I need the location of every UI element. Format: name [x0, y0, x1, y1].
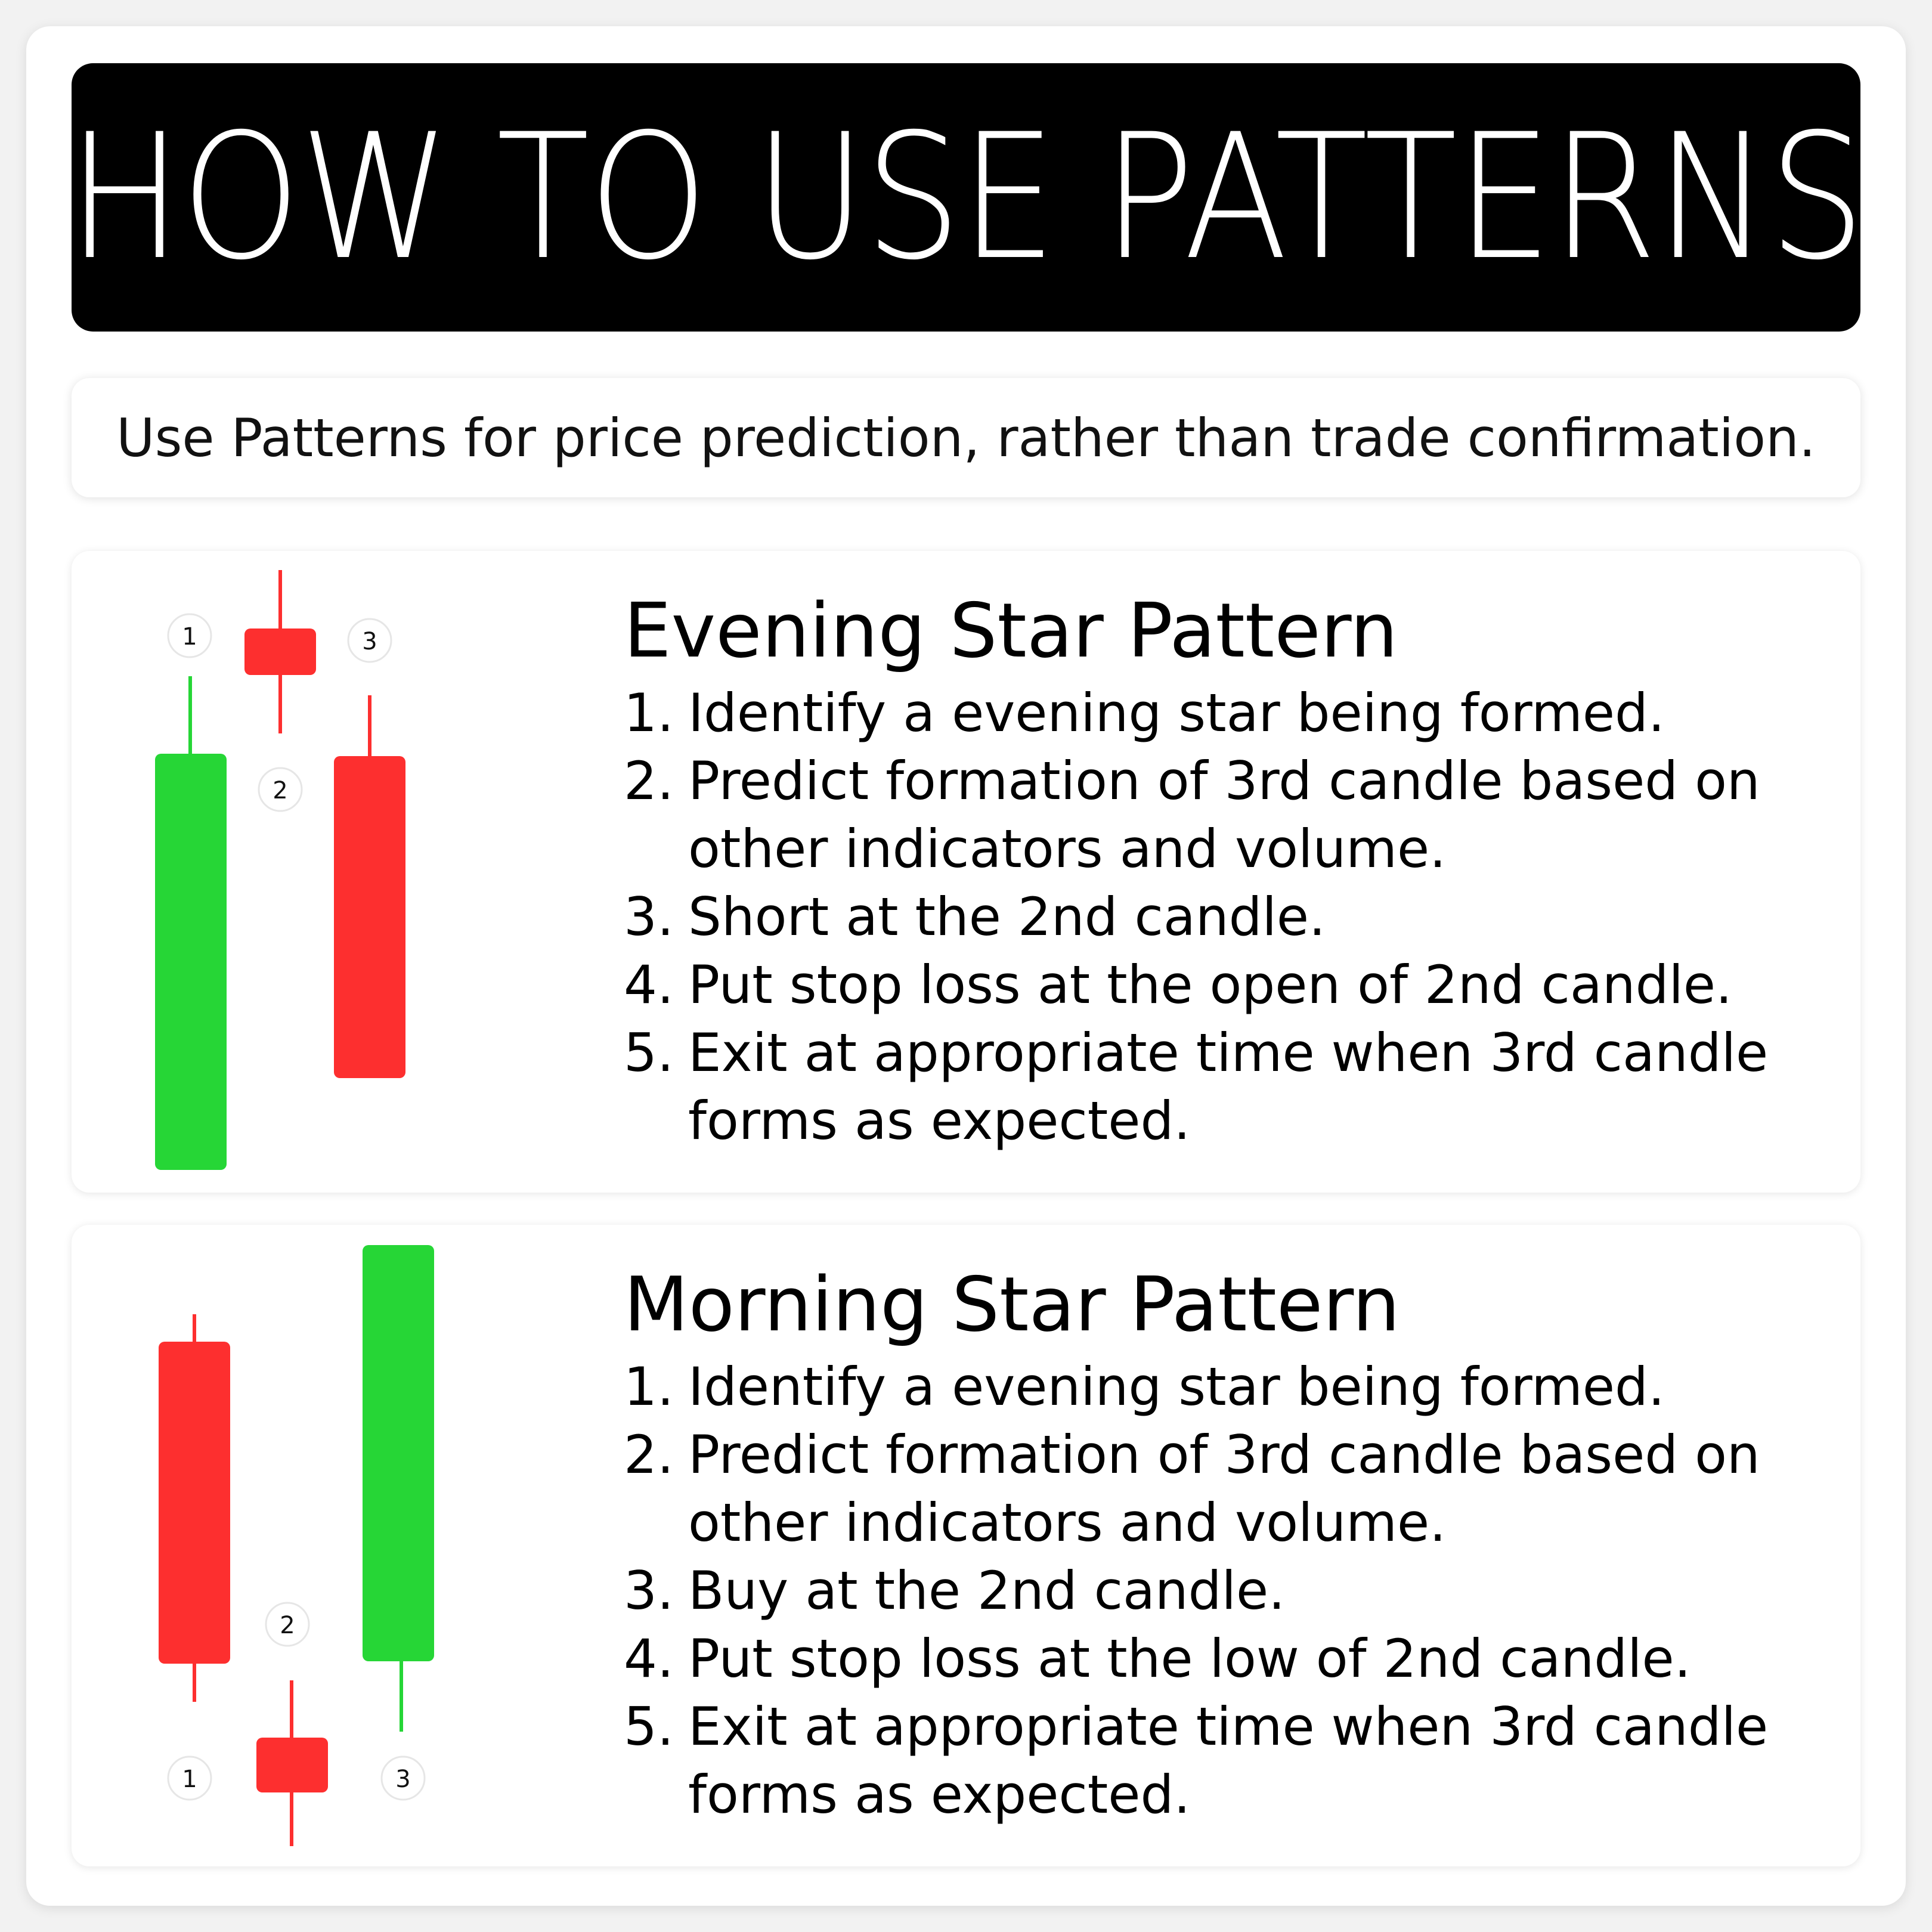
page-title: HOW TO USE PATTERNS: [67, 97, 1865, 298]
step-text: Identify a evening star being formed.: [688, 1356, 1665, 1417]
evening-candle-1-body: [155, 754, 227, 1170]
morning-candle-3: [363, 1245, 434, 1732]
step-text: Identify a evening star being formed.: [688, 682, 1665, 744]
morning-label-1: [168, 1757, 211, 1800]
step-number: 1.: [624, 682, 674, 744]
step-number: 2.: [624, 1424, 674, 1485]
evening-candle-3-wick: [368, 695, 371, 757]
evening-candle-1-wick: [188, 676, 192, 754]
morning-candle-2-body: [256, 1738, 328, 1792]
evening-label-1: [168, 614, 211, 657]
step-item: [624, 1693, 1840, 1829]
morning-candle-1-body: [159, 1342, 230, 1664]
evening-star-card: [72, 551, 1860, 1193]
morning-label-2: [266, 1603, 309, 1646]
morning-star-steps: [624, 1353, 1840, 1829]
evening-star-steps: [624, 679, 1840, 1155]
step-number: 3.: [624, 886, 674, 948]
infographic-page: [26, 26, 1906, 1906]
header-bar: [67, 63, 1865, 332]
step-number: 1.: [624, 1356, 674, 1417]
morning-candle-3-body: [363, 1245, 434, 1661]
step-number: 2.: [624, 750, 674, 812]
evening-candle-3-body: [334, 756, 405, 1078]
morning-candle-2: [256, 1680, 328, 1846]
step-number: 5.: [624, 1696, 674, 1757]
step-item: [624, 1557, 1840, 1625]
step-text: Exit at appropriate time when 3rd candle forms as expected.: [688, 1696, 1769, 1825]
step-number: 4.: [624, 954, 674, 1015]
evening-candle-3: [334, 695, 405, 1078]
step-item: [624, 1421, 1840, 1557]
step-item: [624, 883, 1840, 951]
evening-label-3: [348, 619, 391, 662]
step-number: 5.: [624, 1022, 674, 1083]
step-text: Put stop loss at the open of 2nd candle.: [688, 954, 1733, 1015]
tip-text: Use Patterns for price prediction, rather than trade confirmation.: [116, 407, 1816, 469]
evening-candle-2: [244, 570, 316, 733]
evening-candle-2-body: [244, 628, 316, 675]
evening-star-title: Evening Star Pattern: [624, 587, 1398, 674]
morning-star-card: [72, 1225, 1860, 1866]
morning-star-title: Morning Star Pattern: [624, 1261, 1400, 1348]
evening-label-2: [259, 768, 302, 811]
step-text: Short at the 2nd candle.: [688, 886, 1326, 948]
step-item: [624, 1019, 1840, 1155]
step-number: 3.: [624, 1560, 674, 1621]
tip-box: [72, 378, 1860, 497]
morning-label-3-text: 3: [395, 1766, 411, 1793]
morning-label-2-text: 2: [280, 1612, 295, 1639]
morning-label-1-text: 1: [182, 1766, 197, 1793]
step-number: 4.: [624, 1628, 674, 1689]
evening-label-3-text: 3: [362, 628, 377, 655]
evening-label-2-text: 2: [273, 777, 288, 804]
step-item: [624, 1625, 1840, 1693]
evening-candle-1: [155, 676, 227, 1170]
step-text: Exit at appropriate time when 3rd candle forms as expected.: [688, 1022, 1769, 1151]
evening-label-1-text: 1: [182, 623, 197, 651]
evening-star-candles: [72, 551, 608, 1193]
step-item: [624, 1353, 1840, 1421]
morning-star-candles: [72, 1225, 608, 1866]
step-text: Predict formation of 3rd candle based on other indicators and volume.: [688, 750, 1760, 880]
step-item: [624, 747, 1840, 883]
step-text: Buy at the 2nd candle.: [688, 1560, 1286, 1621]
morning-label-3: [382, 1757, 425, 1800]
step-item: [624, 679, 1840, 747]
step-item: [624, 951, 1840, 1019]
step-text: Put stop loss at the low of 2nd candle.: [688, 1628, 1691, 1689]
morning-candle-1: [159, 1314, 230, 1702]
morning-candle-3-wick: [400, 1654, 403, 1732]
step-text: Predict formation of 3rd candle based on other indicators and volume.: [688, 1424, 1760, 1553]
